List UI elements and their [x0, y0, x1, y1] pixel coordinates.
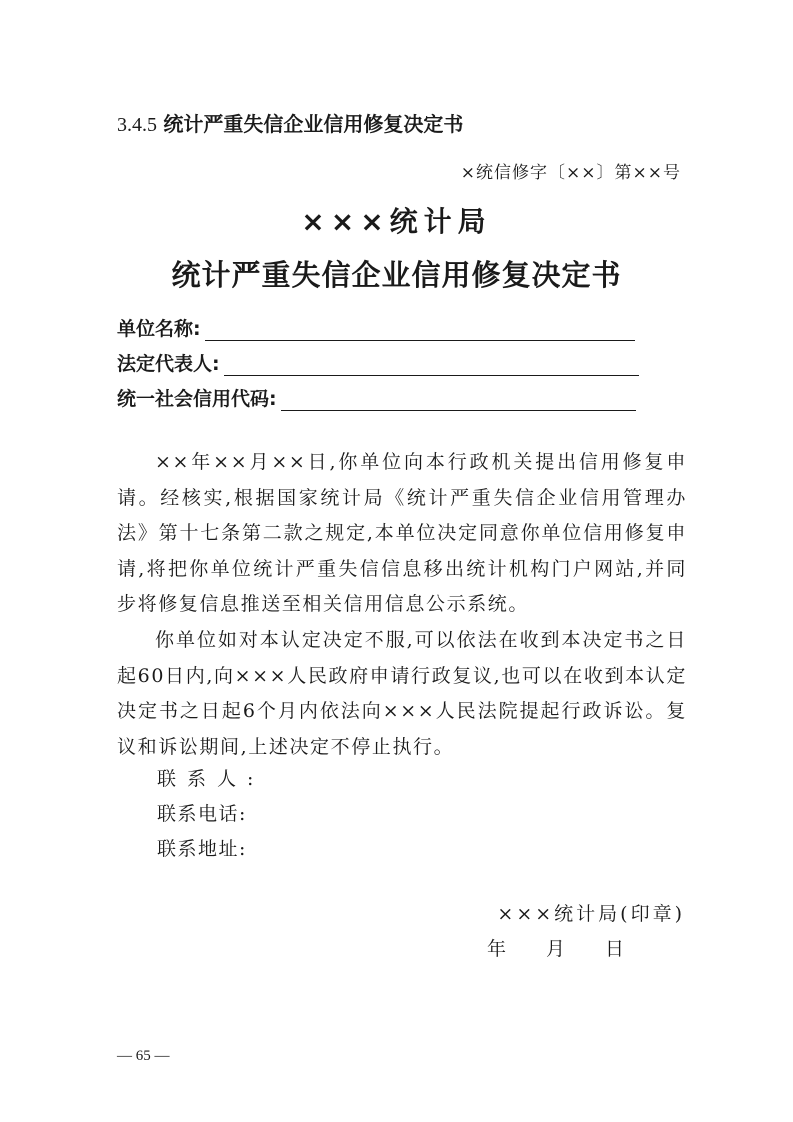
- credit-code-field: [117, 384, 636, 411]
- body-paragraph-1: ××年××月××日,你单位向本行政机关提出信用修复申请。经核实,根据国家统计局《统计严重失信企业信用管理办法》第十七条第二款之规定,本单位决定同意你单位信用修复申请,将把你单位统计严重失信信息移出统计机构门户网站,并同步将修复信息推送至相关信用信息公示系统。: [117, 451, 687, 615]
- credit-code-label: 统一社会信用代码:: [117, 388, 277, 410]
- date-day: 日: [605, 938, 625, 960]
- legal-rep-label: 法定代表人:: [117, 353, 220, 375]
- signature-date: [487, 934, 624, 961]
- signature-seal: ×××统计局(印章): [497, 903, 685, 925]
- page-number: — 65 —: [117, 1048, 170, 1064]
- unit-name-field: [117, 314, 635, 341]
- document-number: ×统信修字〔××〕第××号: [460, 163, 681, 183]
- date-month: 月: [546, 938, 566, 960]
- contact-address: [157, 834, 247, 861]
- document-title: 统计严重失信企业信用修复决定书: [171, 258, 622, 292]
- body-paragraph-2: 你单位如对本认定决定不服,可以依法在收到本决定书之日起60日内,向×××人民政府申请行政复议,也可以在收到本认定决定书之日起6个月内依法向×××人民法院提起行政诉讼。复议和诉讼期间,上述决定不停止执行。: [117, 629, 687, 758]
- date-year: 年: [487, 938, 507, 960]
- unit-name-label: 单位名称:: [117, 318, 201, 340]
- contact-phone: [157, 799, 247, 826]
- unit-name-blank: [205, 320, 635, 341]
- legal-rep-field: [117, 349, 639, 376]
- agency-name: ×××统计局: [301, 205, 492, 238]
- contact-phone-label: 联系电话:: [157, 803, 247, 825]
- section-heading: [117, 108, 463, 137]
- section-number: 3.4.5: [117, 114, 157, 136]
- credit-code-blank: [281, 390, 636, 411]
- contact-address-label: 联系地址:: [157, 838, 247, 860]
- section-title: 统计严重失信企业信用修复决定书: [163, 112, 464, 136]
- legal-rep-blank: [224, 355, 639, 376]
- contact-person-label: 联系人:: [157, 768, 265, 790]
- contact-person: [157, 764, 264, 791]
